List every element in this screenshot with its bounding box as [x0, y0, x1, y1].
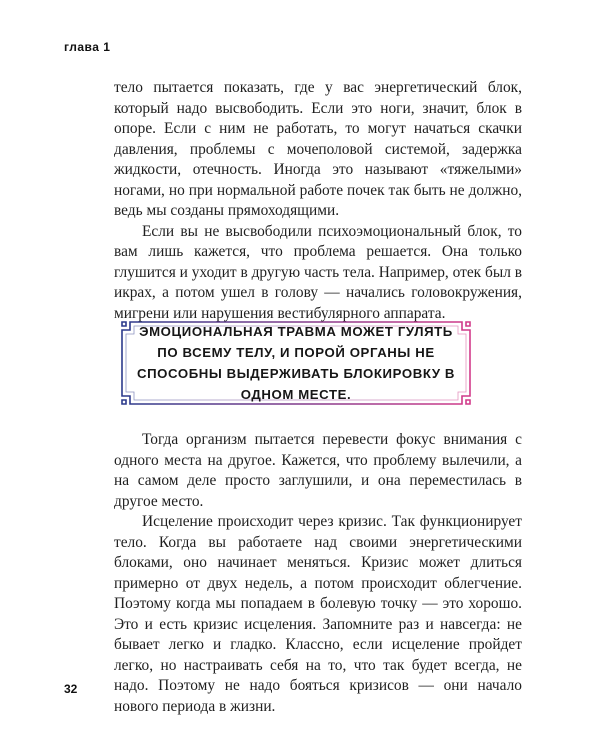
page-number: 32	[64, 682, 78, 696]
text-block-top	[114, 78, 522, 324]
text-block-bottom	[114, 430, 522, 717]
quote-text: ЭМОЦИОНАЛЬНАЯ ТРАВМА МОЖЕТ ГУЛЯТЬ ПО ВСЕМУ ТЕЛУ, И ПОРОЙ ОРГАНЫ НЕ СПОСОБНЫ ВЫДЕРЖИВАТЬ БЛОКИРОВКУ В ОДНОМ МЕСТЕ.	[136, 324, 456, 402]
pull-quote	[120, 320, 472, 406]
paragraph: тело пытается показать, где у вас энергетический блок, который надо высвободить. Если это ноги, значит, блок в опоре. Если с ним не работать, то могут начаться скачки давления, проблемы с мочеполовой системой, задержка жидкости, отечность. Иногда это называют «тяжелыми» ногами, но при нормальной работе почек так быть не должно, ведь мы созданы прямоходящими.	[114, 79, 522, 219]
paragraph: Если вы не высвободили психоэмоциональный блок, то вам лишь кажется, что проблема решается. Она только глушится и уходит в другую часть тела. Например, отек был в икрах, а потом ушел в голову — начались головокружения, мигрени или нарушения вестибулярного аппарата.	[114, 222, 522, 322]
paragraph: Тогда организм пытается перевести фокус внимания с одного места на другое. Кажется, что проблему вылечили, а на самом деле просто заглушили, и она переместилась в другое место.	[114, 431, 522, 510]
chapter-label: глава 1	[64, 40, 111, 54]
paragraph: Исцеление происходит через кризис. Так функционирует тело. Когда вы работаете над своими энергетическими блоками, оно начинает меняться. Кризис может длиться примерно от двух недель, а потом происходит облегчение. Поэтому когда мы попадаем в болевую точку — это хорошо. Это и есть кризис исцеления. Запомните раз и навсегда: не бывает легко и гладко. Классно, если исцеление пройдет легко, но настраивать себя на то, что так будет всегда, не надо. Поэтому не надо бояться кризисов — они начало нового периода в жизни.	[114, 513, 522, 715]
